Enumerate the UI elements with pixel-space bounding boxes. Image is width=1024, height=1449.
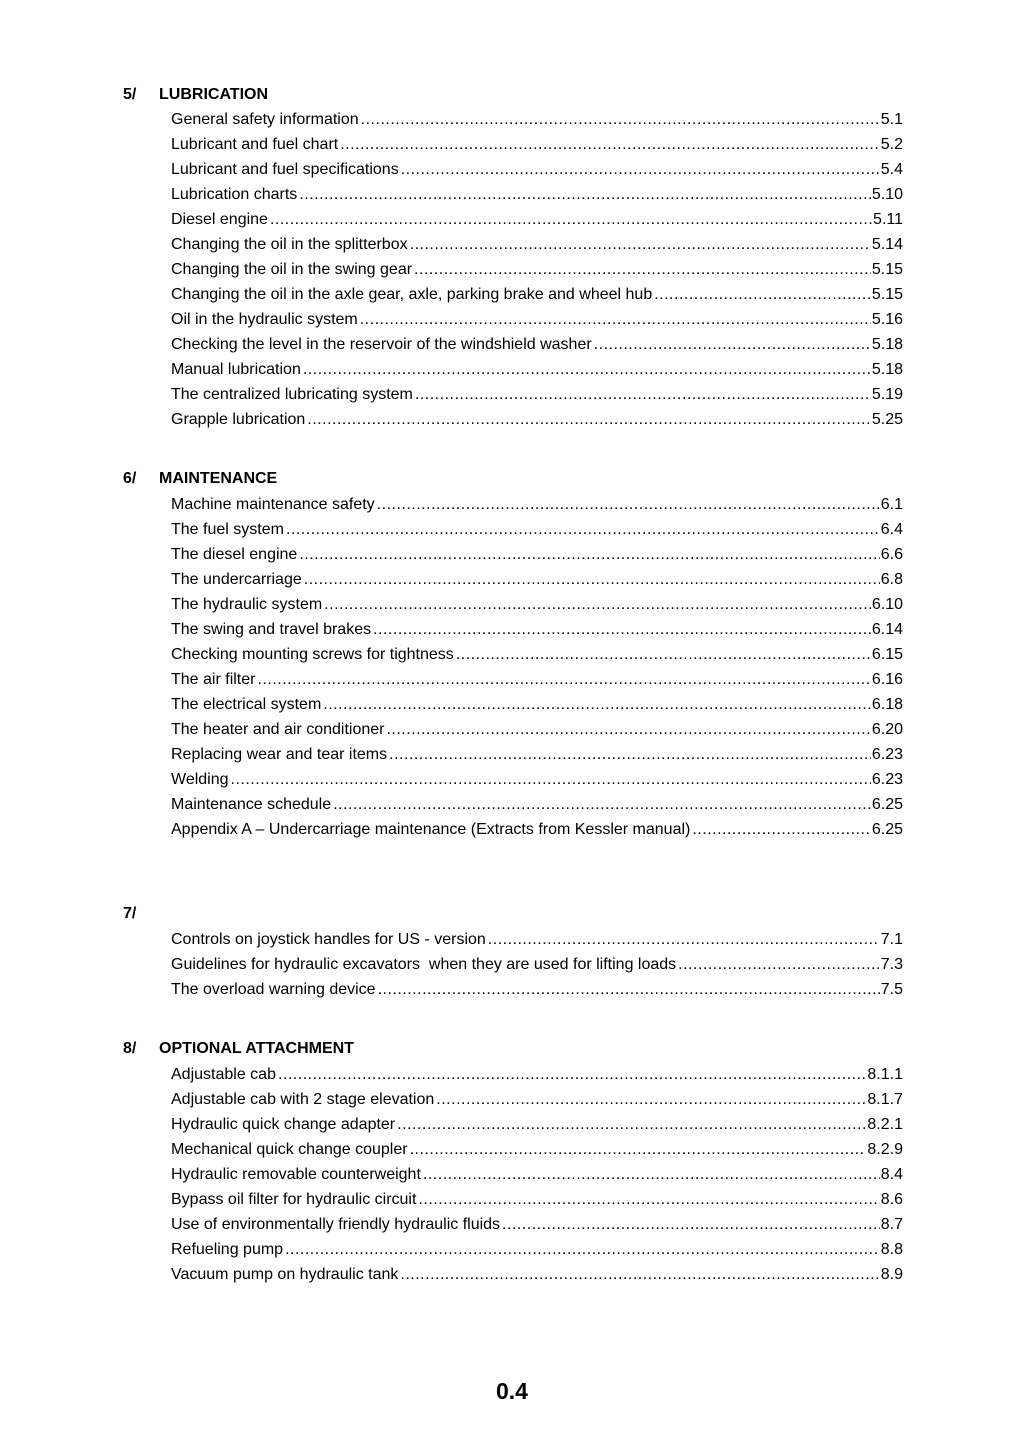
dot-leader: [410, 1140, 867, 1160]
toc-entry-page: 5.16: [871, 311, 903, 328]
dot-leader: [397, 1115, 866, 1135]
toc-entry-label: Maintenance schedule: [171, 796, 332, 813]
toc-entry-label: The diesel engine: [171, 546, 298, 563]
dot-leader: [423, 1165, 880, 1185]
toc-entry[interactable]: [171, 1090, 903, 1110]
toc-entry-label: Oil in the hydraulic system: [171, 311, 358, 328]
toc-entry-label: The overload warning device: [171, 981, 376, 998]
dot-leader: [436, 1090, 866, 1110]
section-title: MAINTENANCE: [159, 470, 278, 487]
toc-entry-label: Grapple lubrication: [171, 411, 306, 428]
dot-leader: [299, 545, 879, 565]
toc-entry-label: The air filter: [171, 671, 256, 688]
toc-entry-page: 6.25: [871, 821, 903, 838]
toc-entry[interactable]: [171, 1265, 903, 1285]
toc-entry-label: The swing and travel brakes: [171, 621, 372, 638]
toc-entry[interactable]: [171, 595, 903, 615]
toc-entry-label: Mechanical quick change coupler: [171, 1141, 408, 1158]
dot-leader: [307, 410, 871, 430]
dot-leader: [299, 185, 871, 205]
section-title: OPTIONAL ATTACHMENT: [159, 1040, 354, 1057]
toc-entry-page: 8.8: [880, 1241, 903, 1258]
toc-entry[interactable]: [171, 620, 903, 640]
toc-entry[interactable]: [171, 335, 903, 355]
toc-entry-page: 6.23: [871, 771, 903, 788]
dot-leader: [303, 360, 871, 380]
toc-entry[interactable]: [171, 670, 903, 690]
toc-entry[interactable]: [171, 285, 903, 305]
toc-entry-page: 6.10: [871, 596, 903, 613]
toc-entry[interactable]: [171, 820, 903, 840]
toc-entry-page: 5.18: [871, 361, 903, 378]
toc-entry-label: Checking mounting screws for tightness: [171, 646, 454, 663]
toc-entry[interactable]: [171, 955, 903, 975]
toc-entry-label: Adjustable cab with 2 stage elevation: [171, 1091, 435, 1108]
toc-entry-page: 5.10: [871, 186, 903, 203]
toc-entry-label: Changing the oil in the splitterbox: [171, 236, 408, 253]
dot-leader: [323, 695, 871, 715]
toc-entry-page: 6.14: [871, 621, 903, 638]
toc-entry[interactable]: [171, 645, 903, 665]
toc-entry-page: 6.6: [880, 546, 903, 563]
dot-leader: [414, 260, 871, 280]
section-number: 8/: [123, 1040, 137, 1057]
toc-entry-page: 8.1.1: [867, 1066, 903, 1083]
toc-entry-label: Vacuum pump on hydraulic tank: [171, 1266, 399, 1283]
dot-leader: [340, 135, 880, 155]
toc-entry[interactable]: [171, 160, 903, 180]
toc-entry-page: 8.7: [880, 1216, 903, 1233]
page-number: 0.4: [496, 1378, 528, 1404]
toc-entry-page: 8.9: [880, 1266, 903, 1283]
toc-entry-label: Replacing wear and tear items: [171, 746, 388, 763]
toc-entry-label: Controls on joystick handles for US - version: [171, 931, 486, 948]
toc-entry-label: Use of environmentally friendly hydraulic fluids: [171, 1216, 501, 1233]
dot-leader: [386, 720, 870, 740]
toc-entry[interactable]: [171, 185, 903, 205]
dot-leader: [678, 955, 880, 975]
toc-entry-label: Machine maintenance safety: [171, 496, 375, 513]
toc-entry[interactable]: [171, 930, 903, 950]
toc-entry-page: 7.5: [880, 981, 903, 998]
toc-entry-page: 6.8: [880, 571, 903, 588]
toc-entry[interactable]: [171, 110, 903, 130]
toc-entry-page: 5.15: [871, 286, 903, 303]
toc-entry[interactable]: [171, 1115, 903, 1135]
toc-entry-label: Lubricant and fuel chart: [171, 136, 339, 153]
toc-entry-page: 8.4: [880, 1166, 903, 1183]
toc-entry[interactable]: [171, 135, 903, 155]
toc-entry[interactable]: [171, 695, 903, 715]
toc-entry-page: 5.14: [871, 236, 903, 253]
dot-leader: [257, 670, 870, 690]
toc-entry-label: Guidelines for hydraulic excavators when they are used for lifting loads: [171, 956, 677, 973]
dot-leader: [400, 1265, 879, 1285]
toc-entry-page: 5.15: [871, 261, 903, 278]
toc-entry-label: Checking the level in the reservoir of the windshield washer: [171, 336, 592, 353]
toc-entry-label: Welding: [171, 771, 229, 788]
toc-entry-page: 6.15: [871, 646, 903, 663]
dot-leader: [377, 495, 880, 515]
dot-leader: [304, 570, 880, 590]
dot-leader: [360, 310, 871, 330]
toc-entry-label: Manual lubrication: [171, 361, 301, 378]
toc-entry-label: Hydraulic removable counterweight: [171, 1166, 421, 1183]
toc-entry-label: Bypass oil filter for hydraulic circuit: [171, 1191, 417, 1208]
dot-leader: [361, 110, 880, 130]
toc-entry-label: The centralized lubricating system: [171, 386, 413, 403]
toc-entry-label: The fuel system: [171, 521, 284, 538]
toc-entry-label: Appendix A – Undercarriage maintenance (Extracts from Kessler manual): [171, 821, 691, 838]
toc-entry[interactable]: [171, 495, 903, 515]
dot-leader: [488, 930, 880, 950]
toc-entry[interactable]: [171, 210, 903, 230]
dot-leader: [692, 820, 871, 840]
toc-entry-page: 5.19: [871, 386, 903, 403]
dot-leader: [456, 645, 871, 665]
dot-leader: [278, 1065, 866, 1085]
dot-leader: [415, 385, 871, 405]
toc-entry-page: 6.20: [871, 721, 903, 738]
dot-leader: [324, 595, 871, 615]
toc-entry-page: 5.18: [871, 336, 903, 353]
toc-entry-page: 5.2: [880, 136, 903, 153]
toc-entry-page: 8.1.7: [867, 1091, 903, 1108]
toc-entry-page: 7.1: [880, 931, 903, 948]
toc-entry[interactable]: [171, 360, 903, 380]
toc-entry[interactable]: [171, 1190, 903, 1210]
toc-entry[interactable]: [171, 980, 903, 1000]
toc-entry-page: 5.4: [880, 161, 903, 178]
toc-entry[interactable]: [171, 1240, 903, 1260]
toc-entry-page: 8.2.9: [867, 1141, 903, 1158]
toc-entry[interactable]: [171, 720, 903, 740]
toc-entry[interactable]: [171, 310, 903, 330]
toc-entry-label: Lubrication charts: [171, 186, 298, 203]
dot-leader: [418, 1190, 879, 1210]
dot-leader: [231, 770, 871, 790]
toc-entry-page: 6.1: [880, 496, 903, 513]
toc-entry-label: Adjustable cab: [171, 1066, 276, 1083]
toc-entry-label: The hydraulic system: [171, 596, 323, 613]
toc-entry[interactable]: [171, 260, 903, 280]
toc-entry-page: 5.25: [871, 411, 903, 428]
toc-entry[interactable]: [171, 410, 903, 430]
toc-entry[interactable]: [171, 545, 903, 565]
toc-entry-label: Diesel engine: [171, 211, 268, 228]
dot-leader: [654, 285, 871, 305]
toc-entry-label: The heater and air conditioner: [171, 721, 385, 738]
toc-entry-page: 6.4: [880, 521, 903, 538]
toc-entry[interactable]: [171, 1065, 903, 1085]
section-number: 6/: [123, 470, 137, 487]
section-title: LUBRICATION: [159, 86, 269, 103]
toc-entry-page: 8.6: [880, 1191, 903, 1208]
toc-entry-page: 5.11: [873, 211, 903, 228]
toc-entry[interactable]: [171, 1215, 903, 1235]
dot-leader: [333, 795, 871, 815]
dot-leader: [270, 210, 872, 230]
toc-entry-label: Lubricant and fuel specifications: [171, 161, 399, 178]
toc-entry-label: The undercarriage: [171, 571, 302, 588]
toc-entry[interactable]: [171, 1165, 903, 1185]
toc-entry-label: Changing the oil in the swing gear: [171, 261, 413, 278]
toc-entry-label: General safety information: [171, 111, 359, 128]
toc-entry-page: 7.3: [880, 956, 903, 973]
toc-entry[interactable]: [171, 795, 903, 815]
dot-leader: [286, 520, 880, 540]
toc-entry-page: 6.23: [871, 746, 903, 763]
section-number: 7/: [123, 905, 137, 922]
toc-entry-page: 6.18: [871, 696, 903, 713]
dot-leader: [285, 1240, 880, 1260]
toc-entry-page: 6.25: [871, 796, 903, 813]
toc-entry[interactable]: [171, 1140, 903, 1160]
toc-entry[interactable]: [171, 520, 903, 540]
toc-entry-label: Changing the oil in the axle gear, axle, parking brake and wheel hub: [171, 286, 653, 303]
dot-leader: [389, 745, 871, 765]
dot-leader: [378, 980, 880, 1000]
section-number: 5/: [123, 86, 137, 103]
toc-entry-label: Refueling pump: [171, 1241, 284, 1258]
dot-leader: [410, 235, 871, 255]
toc-entry-label: The electrical system: [171, 696, 322, 713]
toc-entry-page: 8.2.1: [867, 1116, 903, 1133]
toc-entry[interactable]: [171, 235, 903, 255]
toc-entry[interactable]: [171, 770, 903, 790]
dot-leader: [373, 620, 871, 640]
dot-leader: [502, 1215, 880, 1235]
toc-entry[interactable]: [171, 570, 903, 590]
toc-entry-page: 5.1: [880, 111, 903, 128]
toc-entry[interactable]: [171, 745, 903, 765]
dot-leader: [594, 335, 871, 355]
toc-entry[interactable]: [171, 385, 903, 405]
dot-leader: [401, 160, 880, 180]
toc-entry-label: Hydraulic quick change adapter: [171, 1116, 396, 1133]
toc-entry-page: 6.16: [871, 671, 903, 688]
